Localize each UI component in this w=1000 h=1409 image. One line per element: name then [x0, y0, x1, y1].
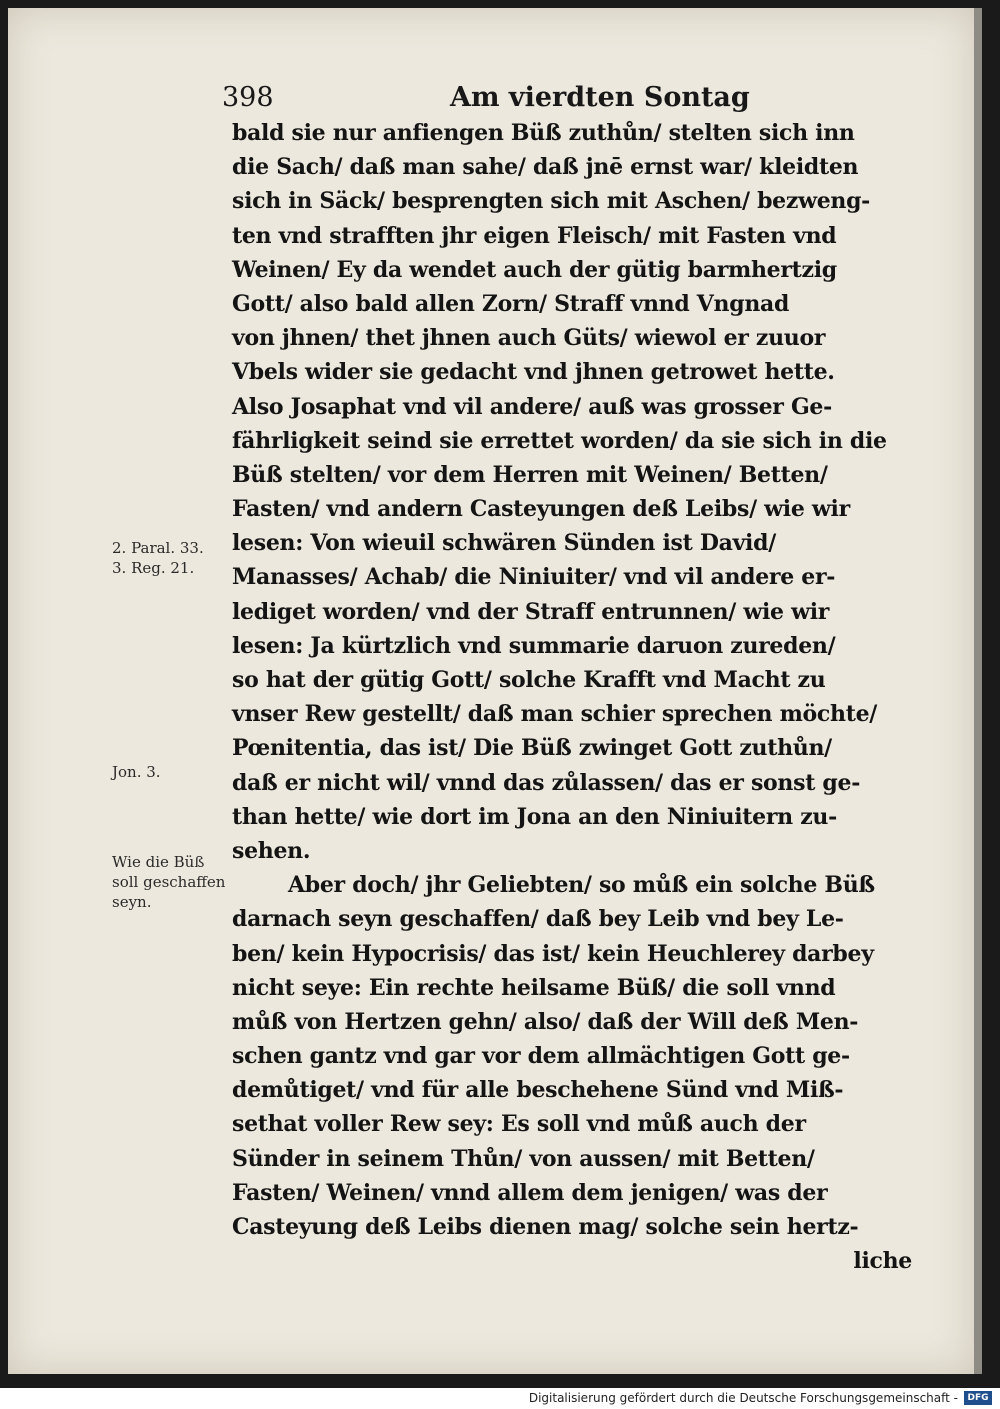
- marginal-note-line: Jon. 3.: [112, 763, 161, 781]
- text-line: sich in Säck/ besprengten sich mit Aschen/ bezweng-: [232, 188, 871, 215]
- marginal-note-jon: [112, 762, 161, 782]
- marginal-note-paral: [112, 538, 204, 578]
- text-line: than hette/ wie dort im Jona an den Niniuitern zu-: [232, 803, 837, 830]
- text-line: darnach seyn geschaffen/ daß bey Leib vnd bey Le-: [232, 906, 844, 933]
- text-line: Sünder in seinem Thůn/ von aussen/ mit Betten/: [232, 1145, 815, 1172]
- funding-credit: Digitalisierung gefördert durch die Deutsche Forschungsgemeinschaft -: [528, 1391, 958, 1405]
- body-text: [232, 116, 912, 1278]
- marginal-note-buss: [112, 852, 225, 912]
- text-line: bald sie nur anfiengen Büß zuthůn/ stelten sich inn: [232, 120, 855, 146]
- text-line: Manasses/ Achab/ die Niniuiter/ vnd vil andere er-: [232, 564, 836, 591]
- text-line: ben/ kein Hypocrisis/ das ist/ kein Heuchlerey darbey: [232, 940, 874, 967]
- text-line: Aber doch/ jhr Geliebten/ so můß ein solche Büß: [288, 872, 875, 899]
- text-line: so hat der gütig Gott/ solche Krafft vnd Macht zu: [232, 667, 826, 693]
- page-edge: [974, 8, 982, 1374]
- text-line: vnser Rew gestellt/ daß man schier sprechen möchte/: [232, 701, 878, 728]
- text-line: ten vnd strafften jhr eigen Fleisch/ mit Fasten vnd: [232, 222, 837, 249]
- text-line: lediget worden/ vnd der Straff entrunnen/ wie wir: [232, 598, 830, 625]
- marginal-note-line: soll geschaffen: [112, 873, 226, 891]
- marginal-note-line: seyn.: [112, 893, 152, 911]
- marginal-note-line: Wie die Büß: [112, 853, 205, 871]
- running-title: Am vierdten Sontag: [450, 82, 750, 113]
- text-line: von jhnen/ thet jhnen auch Güts/ wiewol er zuuor: [232, 325, 826, 352]
- page-number: 398: [222, 82, 274, 113]
- text-line: Büß stelten/ vor dem Herren mit Weinen/ Betten/: [232, 461, 828, 488]
- catchword: liche: [853, 1248, 912, 1275]
- text-line: Weinen/ Ey da wendet auch der gütig barmhertzig: [232, 256, 837, 283]
- text-line: nicht seye: Ein rechte heilsame Büß/ die soll vnnd: [232, 974, 836, 1001]
- text-line: fährligkeit seind sie errettet worden/ da sie sich in die: [232, 427, 887, 454]
- dfg-logo-icon: DFG: [964, 1391, 992, 1405]
- marginal-note-line: 3. Reg. 21.: [112, 559, 195, 577]
- text-line: Pœnitentia, das ist/ Die Büß zwinget Gott zuthůn/: [232, 735, 832, 762]
- text-line: Also Josaphat vnd vil andere/ auß was grosser Ge-: [232, 393, 832, 420]
- text-line: die Sach/ daß man sahe/ daß jnē ernst war/ kleidten: [232, 154, 859, 181]
- text-line: demůtiget/ vnd für alle beschehene Sünd vnd Miß-: [232, 1077, 844, 1104]
- footer-bar: [0, 1388, 1000, 1409]
- text-line: Vbels wider sie gedacht vnd jhnen getrowet hette.: [232, 359, 835, 386]
- text-line: sethat voller Rew sey: Es soll vnd můß auch der: [232, 1111, 806, 1138]
- text-line: Fasten/ Weinen/ vnnd allem dem jenigen/ was der: [232, 1179, 828, 1206]
- text-line: lesen: Von wieuil schwären Sünden ist David/: [232, 530, 776, 557]
- text-line: daß er nicht wil/ vnnd das zůlassen/ das er sonst ge-: [232, 769, 861, 796]
- text-line: sehen.: [232, 837, 311, 864]
- text-line: schen gantz vnd gar vor dem allmächtigen Gott ge-: [232, 1043, 850, 1070]
- text-line: Fasten/ vnd andern Casteyungen deß Leibs/ wie wir: [232, 496, 850, 523]
- text-line: můß von Hertzen gehn/ also/ daß der Will deß Men-: [232, 1008, 859, 1035]
- marginal-note-line: 2. Paral. 33.: [112, 539, 204, 557]
- text-line: Gott/ also bald allen Zorn/ Straff vnnd Vngnad: [232, 290, 790, 317]
- text-line: lesen: Ja kürtzlich vnd summarie daruon zureden/: [232, 632, 836, 659]
- text-line: Casteyung deß Leibs dienen mag/ solche sein hertz-: [232, 1214, 859, 1240]
